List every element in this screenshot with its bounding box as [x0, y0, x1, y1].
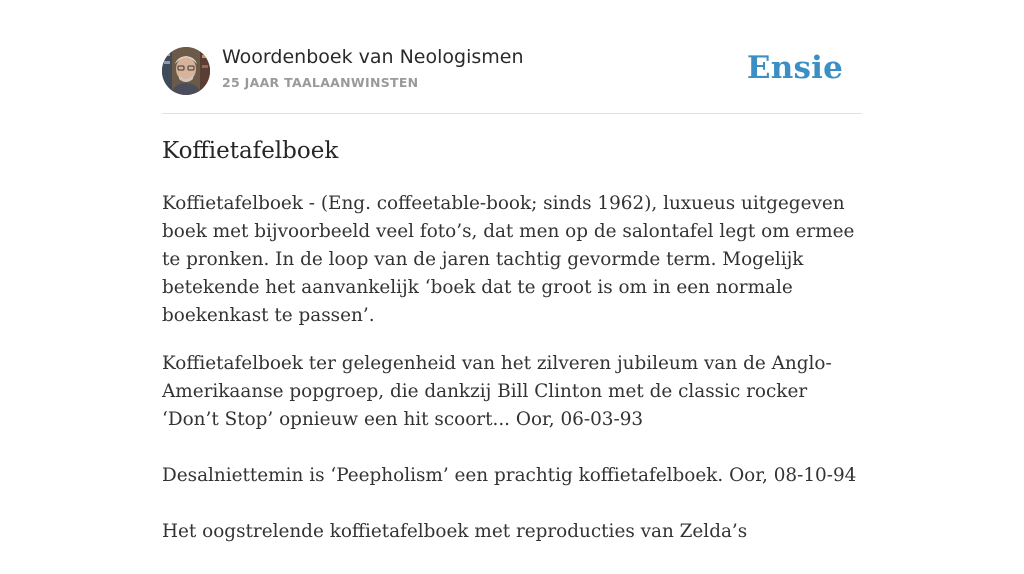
quote-paragraph: Het oogstrelende koffietafelboek met reproducties van Zelda’s: [162, 521, 748, 542]
site-title[interactable]: Woordenboek van Neologismen: [222, 46, 524, 68]
article-body: [162, 190, 867, 574]
site-header: [162, 0, 862, 114]
site-subtitle: 25 JAAR TAALAANWINSTEN: [222, 75, 419, 90]
definition-paragraph: Koffietafelboek - (Eng. coffeetable-book; sinds 1962), luxueus uitgegeven boek met bijvoorbeeld veel foto’s, dat men op de salontafel legt om ermee te pronken. In de loop van de jaren tachtig gevormde term. Mogelijk betekende het aanvankelijk ‘boek dat te groot is om in een normale boekenkast te passen’.: [162, 193, 855, 326]
author-avatar[interactable]: [162, 47, 210, 95]
page-wrapper: [162, 0, 862, 542]
quote-paragraph: Koffietafelboek ter gelegenheid van het zilveren jubileum van de Anglo-Amerikaanse popgroep, die dankzij Bill Clinton met de classic rocker ‘Don’t Stop’ opnieuw een hit scoort... Oor, 06-03-93: [162, 353, 832, 430]
ensie-logo-link[interactable]: Ensie: [746, 50, 843, 86]
avatar-portrait-icon: [162, 47, 210, 95]
page-title: Koffietafelboek: [162, 138, 339, 164]
quote-paragraph: Desalniettemin is ‘Peepholism’ een prachtig koffietafelboek. Oor, 08-10-94: [162, 465, 857, 486]
